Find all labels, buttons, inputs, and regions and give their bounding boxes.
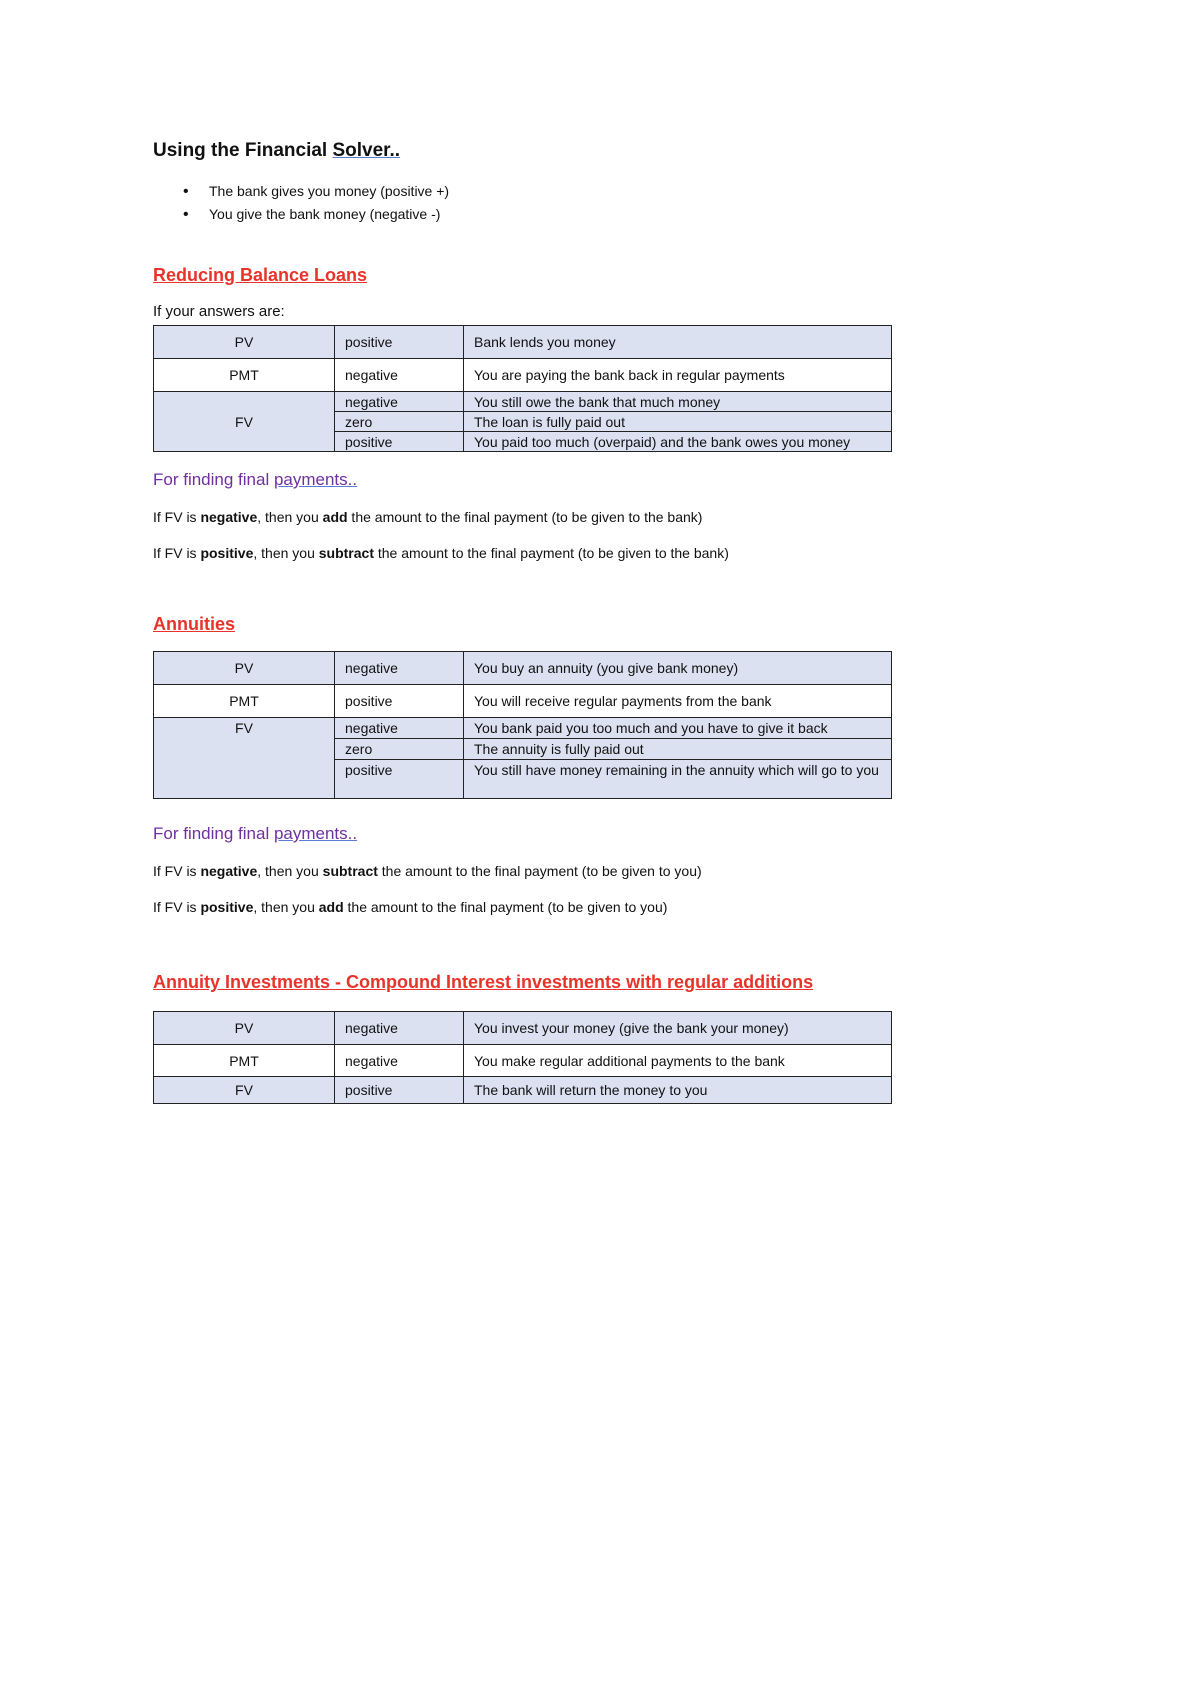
cell-meaning: You are paying the bank back in regular payments <box>464 359 892 392</box>
text: the amount to the final payment (to be given to you) <box>377 863 702 879</box>
cell-meaning: You still have money remaining in the annuity which will go to you <box>464 760 892 799</box>
bold-text: add <box>322 509 348 525</box>
annuities-table <box>153 651 892 799</box>
bold-text: subtract <box>322 863 378 879</box>
cell-label: PMT <box>154 685 335 718</box>
text: , then you <box>253 899 319 915</box>
cell-meaning: You invest your money (give the bank your money) <box>464 1012 892 1045</box>
cell-sign: negative <box>335 718 464 739</box>
cell-label: PV <box>154 1012 335 1045</box>
heading-underlined: payments.. <box>273 470 358 489</box>
cell-meaning: The annuity is fully paid out <box>464 739 892 760</box>
cell-meaning: You paid too much (overpaid) and the bank owes you money <box>464 432 892 452</box>
bold-text: add <box>318 899 344 915</box>
intro-text: If your answers are: <box>153 303 285 320</box>
cell-label: FV <box>154 1077 335 1104</box>
cell-label: FV <box>154 718 335 799</box>
cell-sign: negative <box>335 392 464 412</box>
bold-text: positive <box>200 899 254 915</box>
cell-sign: negative <box>335 652 464 685</box>
bold-text: negative <box>200 863 258 879</box>
title-text: Using the Financial <box>153 140 333 161</box>
heading-underlined: payments.. <box>273 824 358 843</box>
table-row <box>154 392 892 412</box>
cell-meaning: You will receive regular payments from the bank <box>464 685 892 718</box>
table-row <box>154 1077 892 1104</box>
cell-sign: zero <box>335 739 464 760</box>
cell-sign: positive <box>335 760 464 799</box>
investments-table <box>153 1011 892 1104</box>
table-row <box>154 685 892 718</box>
bold-text: negative <box>200 509 258 525</box>
cell-label: FV <box>154 392 335 452</box>
text: , then you <box>257 509 323 525</box>
table-row <box>154 359 892 392</box>
text: the amount to the final payment (to be given to you) <box>343 899 668 915</box>
text: the amount to the final payment (to be given to the bank) <box>347 509 703 525</box>
cell-sign: zero <box>335 412 464 432</box>
cell-meaning: You buy an annuity (you give bank money) <box>464 652 892 685</box>
cell-sign: positive <box>335 326 464 359</box>
heading-text: For finding final <box>153 470 274 489</box>
text: If FV is <box>153 863 201 879</box>
rule-line <box>153 509 702 525</box>
rule-line <box>153 545 729 561</box>
cell-label: PMT <box>154 1045 335 1077</box>
bullet-item: • You give the bank money (negative -) <box>181 203 449 226</box>
heading-annuity-investments: Annuity Investments - Compound Interest investments with regular additions <box>153 972 814 992</box>
text: , then you <box>253 545 319 561</box>
text: If FV is <box>153 545 201 561</box>
cell-sign: positive <box>335 685 464 718</box>
bullet-item: • The bank gives you money (positive +) <box>181 180 449 203</box>
table-row <box>154 326 892 359</box>
heading-final-payments <box>153 470 357 490</box>
reducing-table <box>153 325 892 452</box>
cell-label: PV <box>154 652 335 685</box>
cell-label: PV <box>154 326 335 359</box>
table-row <box>154 1045 892 1077</box>
cell-sign: positive <box>335 1077 464 1104</box>
table-row <box>154 652 892 685</box>
heading-final-payments <box>153 824 357 844</box>
page-title <box>153 140 400 162</box>
heading-reducing-balance-loans: Reducing Balance Loans <box>153 265 368 285</box>
cell-sign: negative <box>335 1012 464 1045</box>
cell-meaning: Bank lends you money <box>464 326 892 359</box>
rule-line <box>153 899 667 915</box>
bold-text: positive <box>200 545 254 561</box>
cell-meaning: You bank paid you too much and you have to give it back <box>464 718 892 739</box>
cell-meaning: You still owe the bank that much money <box>464 392 892 412</box>
cell-label: PMT <box>154 359 335 392</box>
bold-text: subtract <box>318 545 374 561</box>
cell-meaning: You make regular additional payments to the bank <box>464 1045 892 1077</box>
text: , then you <box>257 863 323 879</box>
title-underlined: Solver.. <box>332 140 401 161</box>
cell-meaning: The bank will return the money to you <box>464 1077 892 1104</box>
bullet-list <box>181 180 449 226</box>
rule-line <box>153 863 702 879</box>
table-row <box>154 718 892 739</box>
table-row <box>154 1012 892 1045</box>
text: the amount to the final payment (to be given to the bank) <box>373 545 729 561</box>
heading-text: For finding final <box>153 824 274 843</box>
cell-sign: positive <box>335 432 464 452</box>
text: If FV is <box>153 509 201 525</box>
cell-sign: negative <box>335 1045 464 1077</box>
cell-meaning: The loan is fully paid out <box>464 412 892 432</box>
cell-sign: negative <box>335 359 464 392</box>
text: If FV is <box>153 899 201 915</box>
heading-annuities: Annuities <box>153 614 236 634</box>
